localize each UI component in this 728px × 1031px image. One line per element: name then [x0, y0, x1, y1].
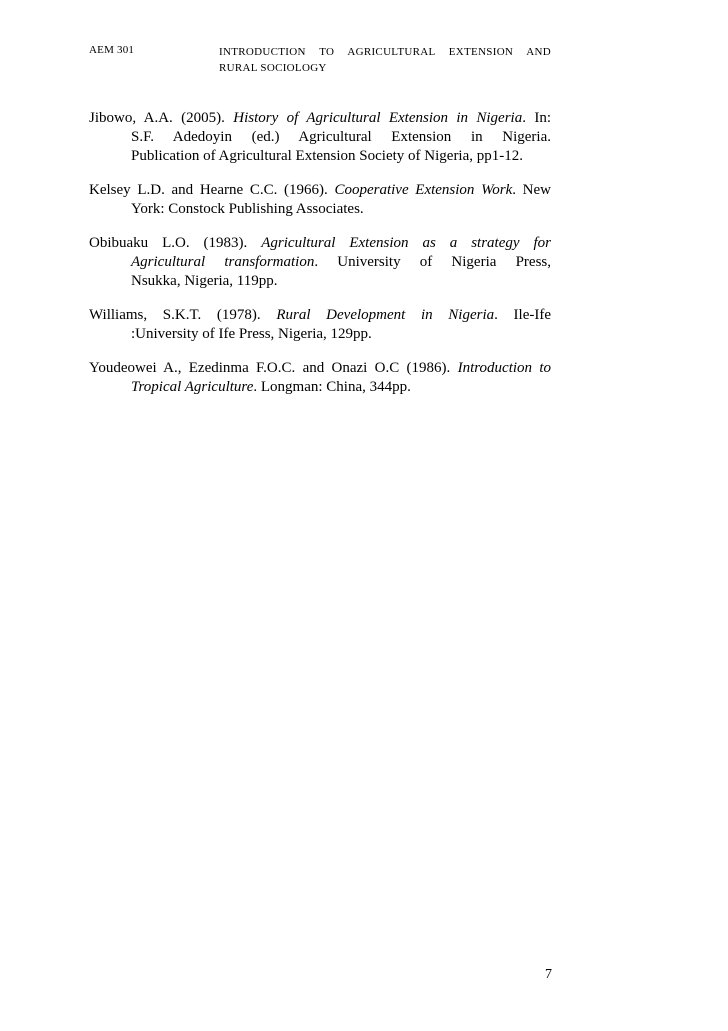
course-title-line2: RURAL SOCIOLOGY	[219, 62, 327, 74]
reference-line: Williams, S.K.T. (1978). Rural Development in Nigeria. Ile-Ife	[89, 307, 551, 323]
reference-line: Agricultural transformation. University of Nigeria Press,	[131, 254, 552, 270]
course-title	[219, 44, 551, 76]
reference-list	[89, 109, 551, 412]
reference-line: Obibuaku L.O. (1983). Agricultural Extension as a strategy for	[89, 235, 551, 251]
course-title-line1: INTRODUCTION TO AGRICULTURAL EXTENSION AND	[219, 46, 551, 58]
reference-entry	[89, 359, 551, 397]
reference-line: Publication of Agricultural Extension Society of Nigeria, pp1-12.	[131, 148, 524, 164]
reference-line: York: Constock Publishing Associates.	[131, 201, 364, 217]
reference-line: Jibowo, A.A. (2005). History of Agricultural Extension in Nigeria. In:	[89, 110, 552, 126]
page-header	[89, 44, 551, 78]
reference-entry	[89, 234, 551, 291]
course-code: AEM 301	[89, 44, 135, 56]
reference-entry	[89, 306, 551, 344]
reference-line: :University of Ife Press, Nigeria, 129pp.	[131, 326, 372, 342]
reference-entry	[89, 109, 551, 166]
reference-line: Nsukka, Nigeria, 119pp.	[131, 273, 278, 289]
reference-entry	[89, 181, 551, 219]
reference-line: S.F. Adedoyin (ed.) Agricultural Extension in Nigeria.	[131, 129, 551, 145]
reference-line: Kelsey L.D. and Hearne C.C. (1966). Cooperative Extension Work. New	[89, 182, 551, 198]
reference-line: Youdeowei A., Ezedinma F.O.C. and Onazi O.C (1986). Introduction to	[89, 360, 552, 376]
reference-line: Tropical Agriculture. Longman: China, 344pp.	[131, 379, 411, 395]
page-number: 7	[545, 967, 552, 982]
